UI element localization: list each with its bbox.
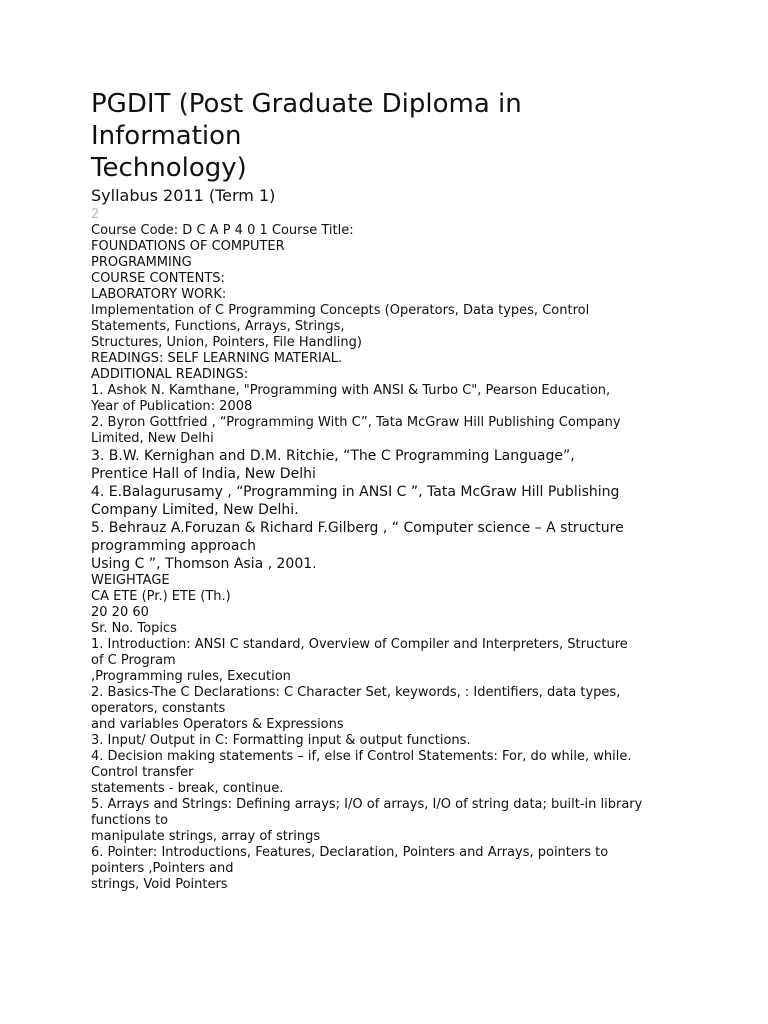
text-line: Structures, Union, Pointers, File Handling) — [91, 335, 362, 350]
body-text — [91, 223, 761, 893]
text-line: pointers ,Pointers and — [91, 861, 234, 876]
text-line: Year of Publication: 2008 — [91, 399, 253, 414]
text-line: Sr. No. Topics — [91, 621, 177, 636]
text-line: ,Programming rules, Execution — [91, 669, 291, 684]
text-line: 1. Introduction: ANSI C standard, Overview of Compiler and Interpreters, Structure — [91, 637, 628, 652]
text-line: 1. Ashok N. Kamthane, "Programming with ANSI & Turbo C", Pearson Education, — [91, 383, 611, 398]
title-line: Technology) — [91, 153, 247, 183]
text-line: ADDITIONAL READINGS: — [91, 367, 249, 382]
text-line: FOUNDATIONS OF COMPUTER — [91, 239, 285, 254]
text-line: READINGS: SELF LEARNING MATERIAL. — [91, 351, 343, 366]
text-line: 5. Behrauz A.Foruzan & Richard F.Gilberg , “ Computer science – A structure — [91, 520, 624, 536]
text-line: Course Code: D C A P 4 0 1 Course Title: — [91, 223, 354, 238]
text-line: of C Program — [91, 653, 176, 668]
text-line: 20 20 60 — [91, 605, 149, 620]
text-line: strings, Void Pointers — [91, 877, 228, 892]
text-line: operators, constants — [91, 701, 226, 716]
text-line: Company Limited, New Delhi. — [91, 502, 299, 518]
text-line: 3. B.W. Kernighan and D.M. Ritchie, “The C Programming Language”, — [91, 448, 575, 464]
text-line: Limited, New Delhi — [91, 431, 214, 446]
text-line: PROGRAMMING — [91, 255, 192, 270]
text-line: functions to — [91, 813, 169, 828]
text-line: 2. Byron Gottfried , “Programming With C”, Tata McGraw Hill Publishing Company — [91, 415, 621, 430]
text-line: 3. Input/ Output in C: Formatting input & output functions. — [91, 733, 471, 748]
text-line: 4. Decision making statements – if, else if Control Statements: For, do while, while. — [91, 749, 632, 764]
text-line: Prentice Hall of India, New Delhi — [91, 466, 316, 482]
text-line: LABORATORY WORK: — [91, 287, 227, 302]
text-line: Control transfer — [91, 765, 194, 780]
text-line: CA ETE (Pr.) ETE (Th.) — [91, 589, 231, 604]
text-line: statements - break, continue. — [91, 781, 284, 796]
text-line: COURSE CONTENTS: — [91, 271, 225, 286]
text-line: Using C ”, Thomson Asia , 2001. — [91, 556, 317, 572]
text-line: manipulate strings, array of strings — [91, 829, 321, 844]
text-line: WEIGHTAGE — [91, 573, 170, 588]
text-line: programming approach — [91, 538, 257, 554]
text-line: Implementation of C Programming Concepts (Operators, Data types, Control — [91, 303, 590, 318]
document-title — [91, 88, 751, 184]
page-number: 2 — [91, 207, 100, 222]
text-line: 2. Basics-The C Declarations: C Character Set, keywords, : Identifiers, data types, — [91, 685, 621, 700]
title-line: PGDIT (Post Graduate Diploma in — [91, 89, 522, 119]
text-line: 4. E.Balagurusamy , “Programming in ANSI C ”, Tata McGraw Hill Publishing — [91, 484, 620, 500]
text-line: 6. Pointer: Introductions, Features, Declaration, Pointers and Arrays, pointers to — [91, 845, 609, 860]
text-line: 5. Arrays and Strings: Defining arrays; I/O of arrays, I/O of string data; built-in library — [91, 797, 643, 812]
title-line: Information — [91, 121, 242, 151]
text-line: and variables Operators & Expressions — [91, 717, 344, 732]
text-line: Statements, Functions, Arrays, Strings, — [91, 319, 345, 334]
document-subtitle: Syllabus 2011 (Term 1) — [91, 186, 276, 205]
